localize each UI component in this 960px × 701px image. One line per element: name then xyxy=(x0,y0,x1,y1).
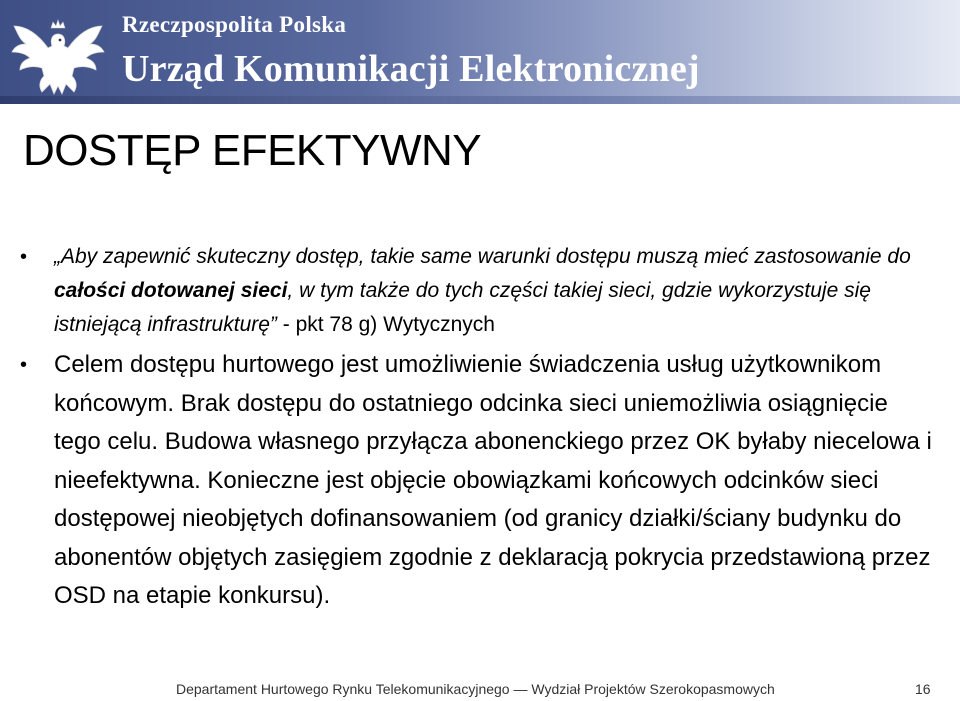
footer xyxy=(0,681,960,701)
page-title: DOSTĘP EFEKTYWNY xyxy=(23,126,482,175)
quote-emphasis: całości dotowanej sieci xyxy=(54,279,288,302)
bullet-list xyxy=(18,240,938,616)
bullet-dot: • xyxy=(20,246,28,268)
page-number: 16 xyxy=(915,681,931,697)
banner-stripe xyxy=(0,96,960,104)
header-banner xyxy=(0,0,960,104)
quote-text-rest: , w tym także do tych części takiej sieci, gdzie wykorzystuje się istniejącą infrastrukturę” xyxy=(54,279,871,336)
footer-department: Departament Hurtowego Rynku Telekomunikacyjnego — Wydział Projektów Szerokopasmowych xyxy=(176,681,775,697)
banner-subtitle: Rzeczpospolita Polska xyxy=(122,12,347,37)
bullet-dot: • xyxy=(20,354,28,376)
quote-text: „Aby zapewnić skuteczny dostęp, takie same warunki dostępu muszą mieć zastosowanie do xyxy=(54,245,911,268)
quote-bullet xyxy=(18,240,938,342)
paragraph-bullet xyxy=(18,346,938,616)
quote-reference: - pkt 78 g) Wytycznych xyxy=(276,313,495,336)
white-eagle-icon xyxy=(8,4,108,100)
banner-title: Urząd Komunikacji Elektronicznej xyxy=(122,48,700,90)
paragraph-text: Celem dostępu hurtowego jest umożliwienie świadczenia usług użytkownikom końcowym. Brak dostępu do ostatniego odcinka sieci uniemożliwia osiągnięcie tego celu. Budowa własnego przyłącza abonenckiego przez OK byłaby niecelowa i nieefektywna. Konieczne jest objęcie obowiązkami końcowych odcinków sieci dostępowej nieobjętych dofinansowaniem (od granicy działki/ściany budynku do abonentów objętych zasięgiem zgodnie z deklaracją pokrycia przedstawioną przez OSD na etapie konkursu). xyxy=(54,351,932,609)
